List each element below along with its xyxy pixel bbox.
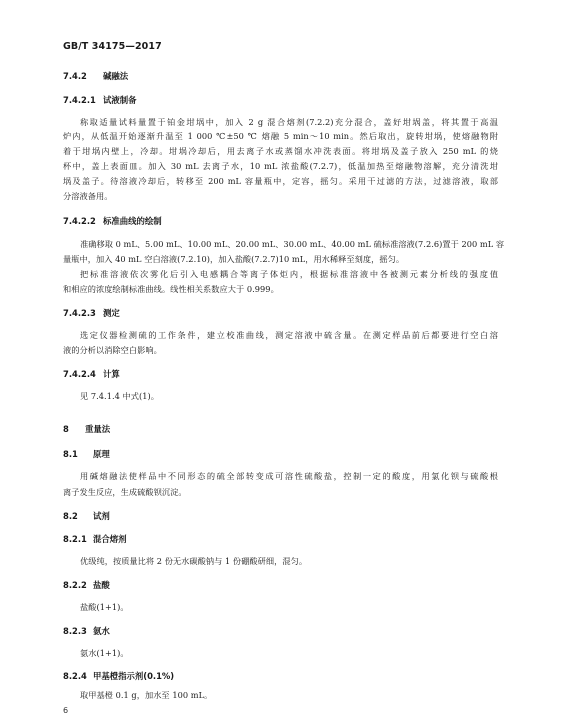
paragraph-line: 离子发生反应，生成硫酸钡沉淀。: [63, 487, 187, 497]
section-title: 混合熔剂: [93, 534, 127, 544]
page-number: 6: [63, 706, 69, 715]
paragraph-line: 把标准溶液依次雾化后引入电感耦合等离子体炬内，根据标准溶液中各被测元素分析线的强度值: [80, 269, 498, 279]
section-title: 甲基橙指示剂(0.1%): [93, 671, 175, 681]
paragraph-line: 杯中，盖上表面皿。加入 30 mL 去离子水，10 mL 浓盐酸(7.2.7)，低温加热至熔融物溶解，充分清洗坩: [63, 161, 498, 171]
section-heading-8-2-2: [63, 579, 498, 592]
paragraph-line: 优级纯，按质量比将 2 份无水碳酸钠与 1 份硼酸研细，混匀。: [80, 556, 308, 566]
section-title: 重量法: [85, 424, 111, 434]
section-number: 8.2.4: [63, 671, 87, 681]
paragraph-line: 准确移取 0 mL、5.00 mL、10.00 mL、20.00 mL、30.00 mL、40.00 mL 硫标准溶液(7.2.6)置于 200 mL 容: [80, 239, 505, 249]
paragraph-line: 和相应的浓度绘制标准曲线。线性相关系数应大于 0.999。: [63, 284, 279, 294]
section-heading-7-4-2-3: [63, 307, 498, 320]
section-number: 7.4.2.2: [63, 216, 96, 226]
section-number: 7.4.2.4: [63, 369, 96, 379]
section-number: 8: [63, 424, 69, 434]
paragraph-line: 炉内，从低温开始逐渐升温至 1 000 ℃±50 ℃ 熔融 5 min～10 min。然后取出，旋转坩埚，使熔融物附: [63, 131, 498, 141]
section-heading-8-1: [63, 448, 498, 461]
section-heading-8-2-4: [63, 670, 498, 683]
paragraph-line: 选定仪器检测硫的工作条件，建立校准曲线，测定溶液中硫含量。在测定样品前后都要进行空白溶: [80, 330, 498, 340]
section-title: 试液制备: [103, 95, 137, 105]
section-title: 原理: [93, 449, 110, 459]
paragraph-line: 埚及盖子。待溶液冷却后，转移至 200 mL 容量瓶中，定容，摇匀。采用干过滤的方法，过滤溶液，取部: [63, 176, 498, 186]
paragraph-line: 见 7.4.1.4 中式(1)。: [80, 391, 159, 401]
section-number: 8.2.3: [63, 626, 87, 636]
section-heading-7-4-2: [63, 70, 498, 83]
section-title: 标准曲线的绘制: [103, 216, 162, 226]
section-number: 8.2.2: [63, 580, 87, 590]
section-title: 测定: [103, 308, 120, 318]
paragraph-line: 用碱熔融法使样品中不同形态的硫全部转变成可溶性硫酸盐，控制一定的酸度，用氯化钡与硫酸根: [80, 471, 498, 481]
paragraph-line: 分溶液备用。: [63, 191, 113, 201]
paragraph-line: 取甲基橙 0.1 g，加水至 100 mL。: [80, 690, 213, 700]
section-title: 盐酸: [93, 580, 110, 590]
paragraph-line: 称取适量试料量置于铂金坩埚中，加入 2 g 混合熔剂(7.2.2)充分混合，盖好坩埚盖，将其置于高温: [80, 117, 498, 127]
section-title: 氨水: [93, 626, 110, 636]
section-title: 碱融法: [103, 71, 129, 81]
section-number: 8.2: [63, 511, 78, 521]
section-number: 7.4.2: [63, 71, 87, 81]
section-number: 7.4.2.3: [63, 308, 96, 318]
section-heading-8: [63, 423, 498, 436]
section-heading-8-2: [63, 510, 498, 523]
section-heading-7-4-2-4: [63, 368, 498, 381]
section-heading-8-2-1: [63, 533, 498, 546]
paragraph-line: 氨水(1+1)。: [80, 648, 129, 658]
paragraph-line: 液的分析以消除空白影响。: [63, 345, 162, 355]
paragraph-line: 着于坩埚内壁上，冷却。坩埚冷却后，用去离子水或蒸馏水冲洗表面。将坩埚及盖子放入 250 mL 的烧: [63, 146, 498, 156]
section-title: 试剂: [93, 511, 110, 521]
section-number: 8.1: [63, 449, 78, 459]
section-number: 8.2.1: [63, 534, 87, 544]
section-heading-7-4-2-2: [63, 215, 498, 228]
paragraph-line: 量瓶中，加入 40 mL 空白溶液(7.2.10)，加入盐酸(7.2.7)10 mL，用水稀释至刻度，摇匀。: [63, 254, 405, 264]
section-heading-7-4-2-1: [63, 94, 498, 107]
paragraph-line: 盐酸(1+1)。: [80, 602, 129, 612]
section-number: 7.4.2.1: [63, 95, 96, 105]
section-title: 计算: [103, 369, 120, 379]
section-heading-8-2-3: [63, 625, 498, 638]
standard-header: GB/T 34175—2017: [63, 41, 162, 52]
